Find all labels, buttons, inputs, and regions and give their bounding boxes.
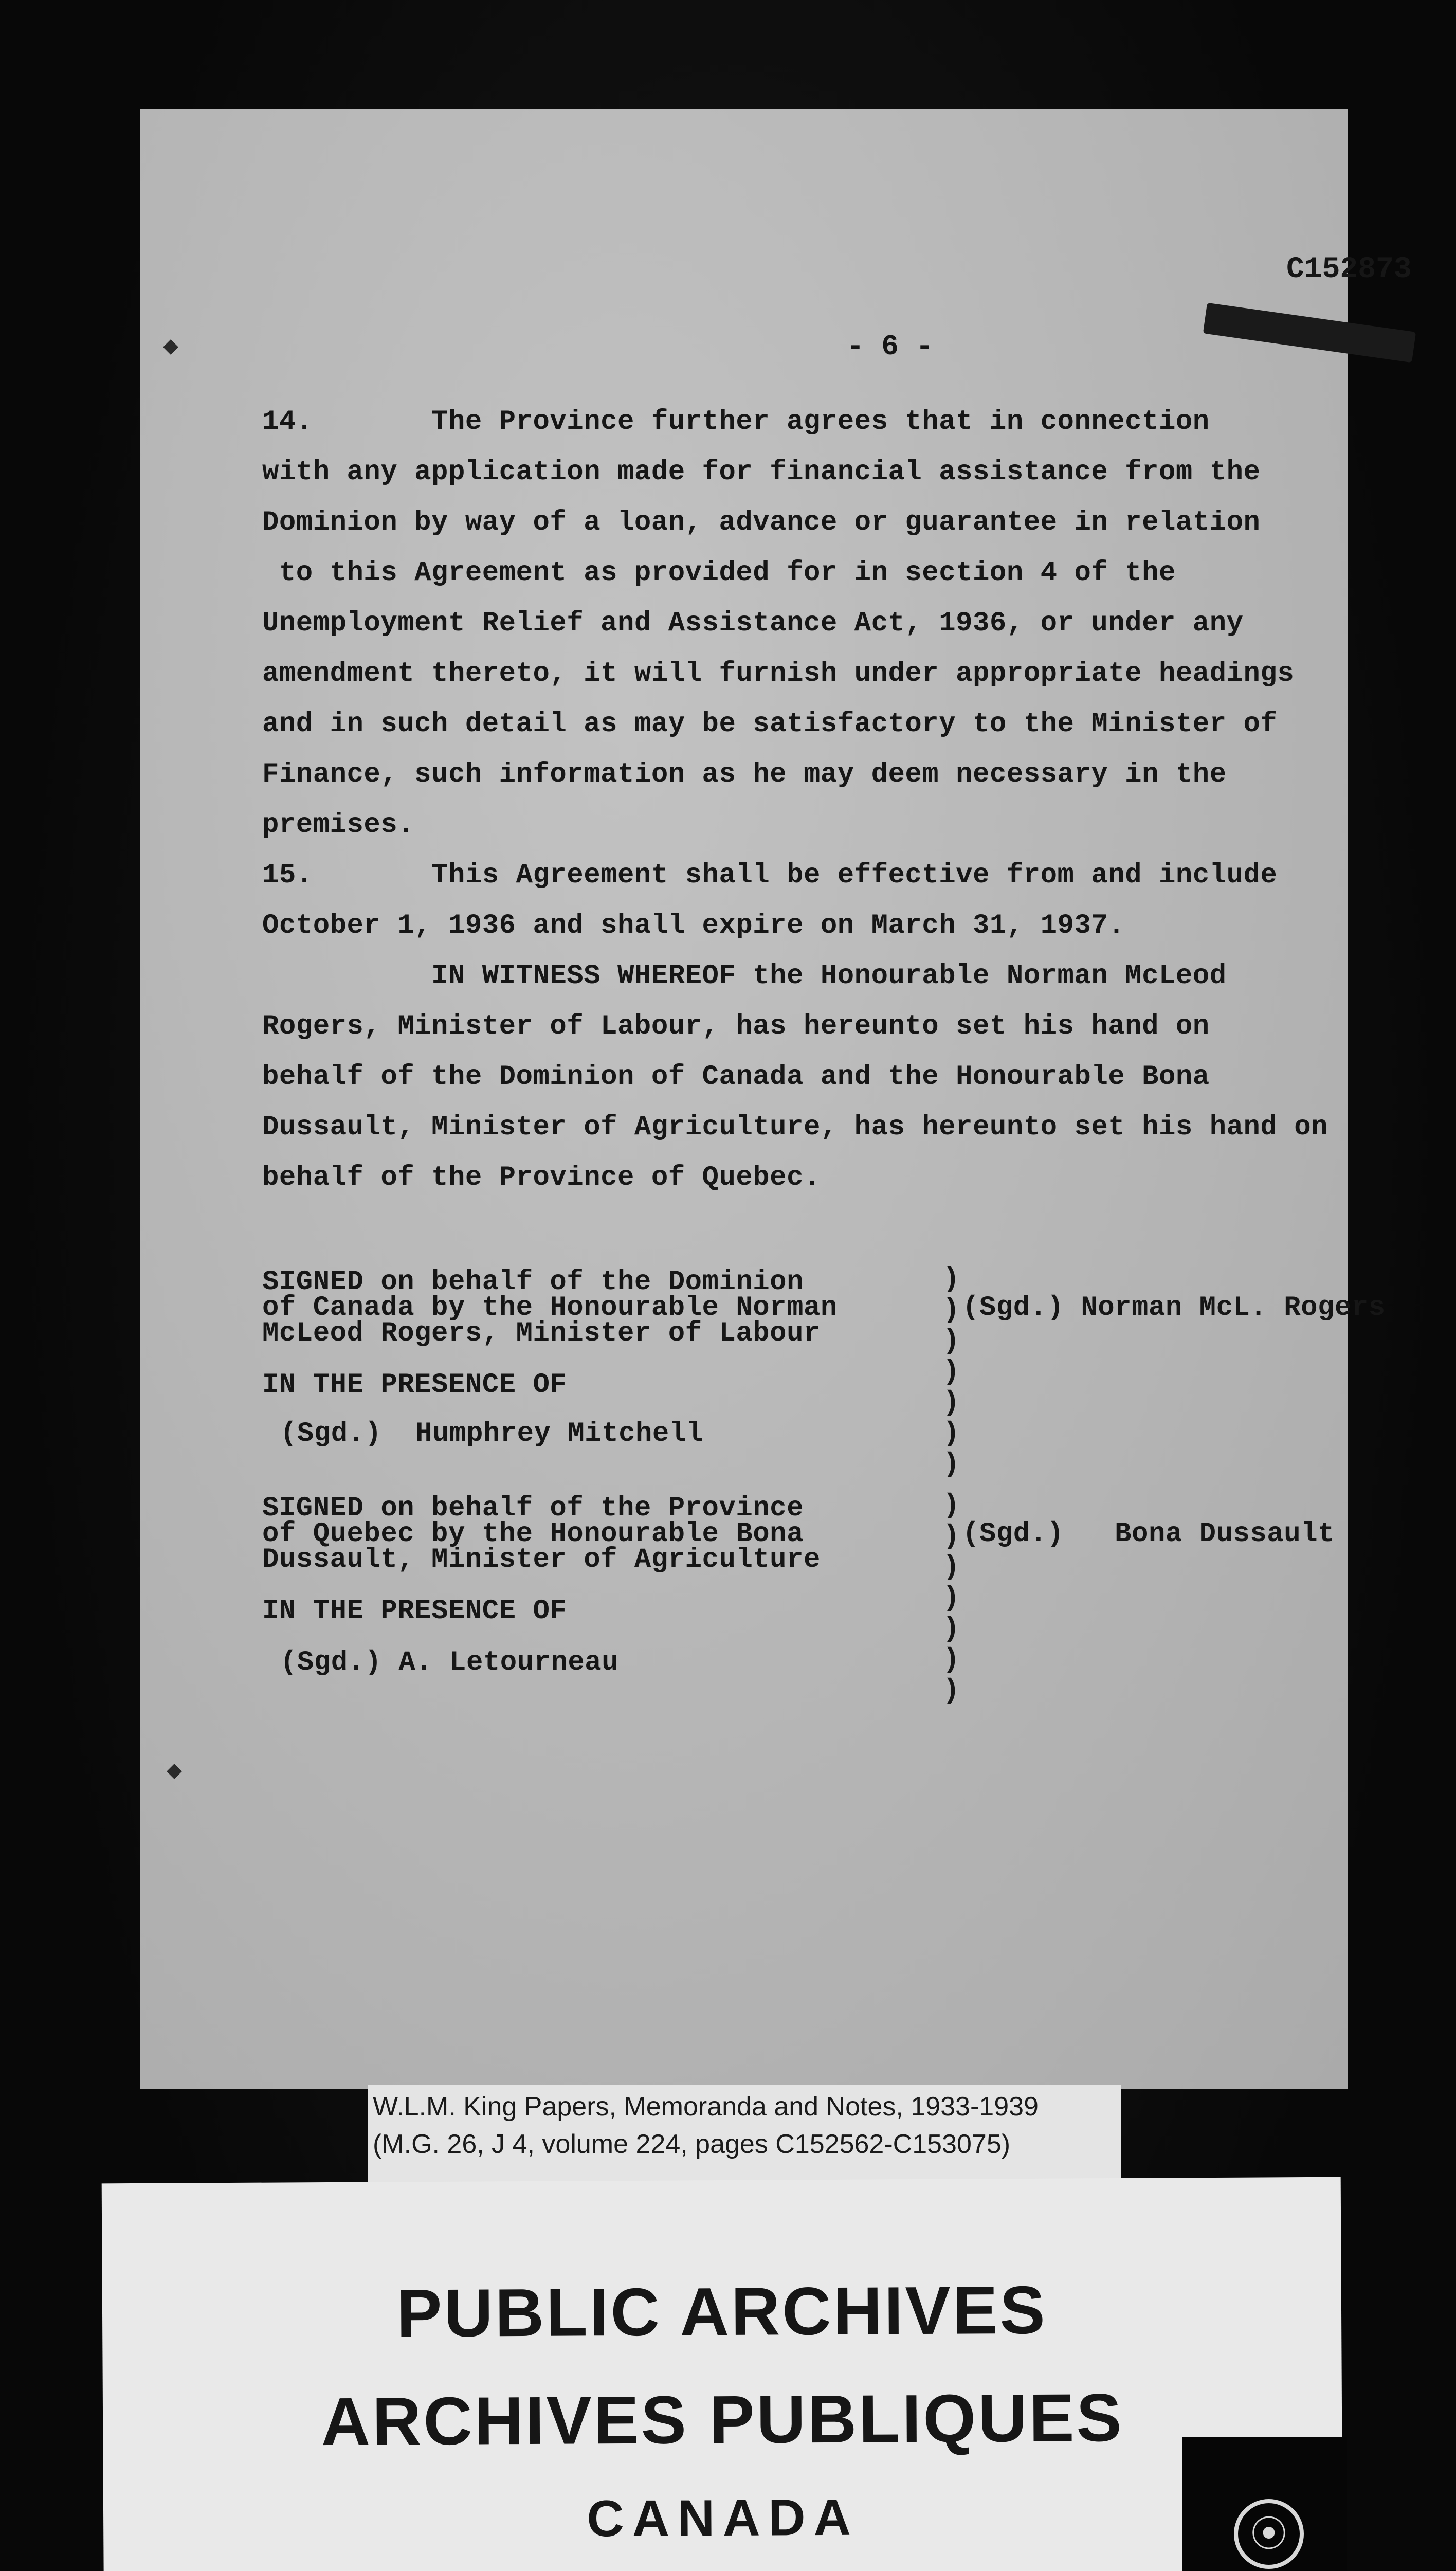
brace-mark: ): [943, 1356, 960, 1388]
presence-label: IN THE PRESENCE OF: [262, 1596, 567, 1627]
document-page: [140, 109, 1412, 2089]
brace-mark: ): [943, 1552, 960, 1583]
body-line: IN WITNESS WHEREOF the Honourable Norman McLeod: [262, 961, 1227, 992]
minister-signature: (Sgd.) Bona Dussault: [962, 1518, 1335, 1550]
archive-label-line: (M.G. 26, J 4, volume 224, pages C152562-C153075): [373, 2129, 1011, 2159]
punch-mark: ◆: [163, 333, 179, 362]
archive-label-line: W.L.M. King Papers, Memoranda and Notes, 1933-1939: [373, 2092, 1039, 2122]
witness-signature: (Sgd.) A. Letourneau: [280, 1647, 619, 1678]
signed-line: SIGNED on behalf of the Province: [262, 1493, 804, 1524]
signed-line: McLeod Rogers, Minister of Labour: [262, 1318, 821, 1349]
signed-line: of Quebec by the Honourable Bona: [262, 1518, 804, 1550]
archives-card-title-fr: ARCHIVES PUBLIQUES: [321, 2379, 1124, 2460]
brace-mark: ): [943, 1418, 960, 1450]
body-line: Dominion by way of a loan, advance or guarantee in relation: [262, 507, 1261, 538]
archive-reference-label: [368, 2085, 1121, 2193]
presence-label: IN THE PRESENCE OF: [262, 1369, 567, 1401]
body-line: behalf of the Dominion of Canada and the Honourable Bona: [262, 1061, 1210, 1093]
brace-mark: ): [943, 1387, 960, 1419]
brace-mark: ): [943, 1675, 960, 1707]
body-line: 14. The Province further agrees that in connection: [262, 406, 1210, 438]
body-line: Unemployment Relief and Assistance Act, 1936, or under any: [262, 608, 1244, 639]
brace-mark: ): [943, 1326, 960, 1357]
archives-card: [102, 2177, 1343, 2571]
punch-mark: ◆: [167, 1757, 183, 1786]
body-line: with any application made for financial assistance from the: [262, 457, 1261, 488]
body-line: to this Agreement as provided for in section 4 of the: [262, 557, 1176, 589]
page-number: - 6 -: [847, 330, 934, 363]
body-line: behalf of the Province of Quebec.: [262, 1162, 821, 1193]
body-line: amendment thereto, it will furnish under appropriate headings: [262, 658, 1295, 690]
signed-line: Dussault, Minister of Agriculture: [262, 1544, 821, 1576]
brace-mark: ): [943, 1614, 960, 1645]
minister-signature: (Sgd.) Norman McL. Rogers: [962, 1292, 1386, 1324]
body-line: 15. This Agreement shall be effective from and include: [262, 860, 1278, 891]
brace-mark: ): [943, 1490, 960, 1522]
brace-mark: ): [943, 1521, 960, 1552]
body-line: October 1, 1936 and shall expire on March 31, 1937.: [262, 910, 1125, 942]
brace-mark: ): [943, 1644, 960, 1676]
archives-card-country: CANADA: [587, 2488, 860, 2548]
brace-mark: ): [943, 1449, 960, 1480]
reference-number: C152873: [1286, 253, 1412, 286]
archives-card-title-en: PUBLIC ARCHIVES: [396, 2272, 1047, 2351]
brace-mark: ): [943, 1295, 960, 1326]
archives-canada-logo-icon: ⦿: [1234, 2499, 1304, 2569]
body-line: and in such detail as may be satisfactory to the Minister of: [262, 709, 1278, 740]
witness-signature: (Sgd.) Humphrey Mitchell: [280, 1418, 703, 1450]
brace-mark: ): [943, 1264, 960, 1295]
brace-mark: ): [943, 1583, 960, 1614]
signed-line: SIGNED on behalf of the Dominion: [262, 1266, 804, 1298]
body-line: premises.: [262, 809, 415, 841]
signed-line: of Canada by the Honourable Norman: [262, 1292, 838, 1324]
body-line: Finance, such information as he may deem necessary in the: [262, 759, 1227, 790]
body-line: Rogers, Minister of Labour, has hereunto set his hand on: [262, 1011, 1210, 1042]
body-line: Dussault, Minister of Agriculture, has hereunto set his hand on: [262, 1112, 1328, 1143]
